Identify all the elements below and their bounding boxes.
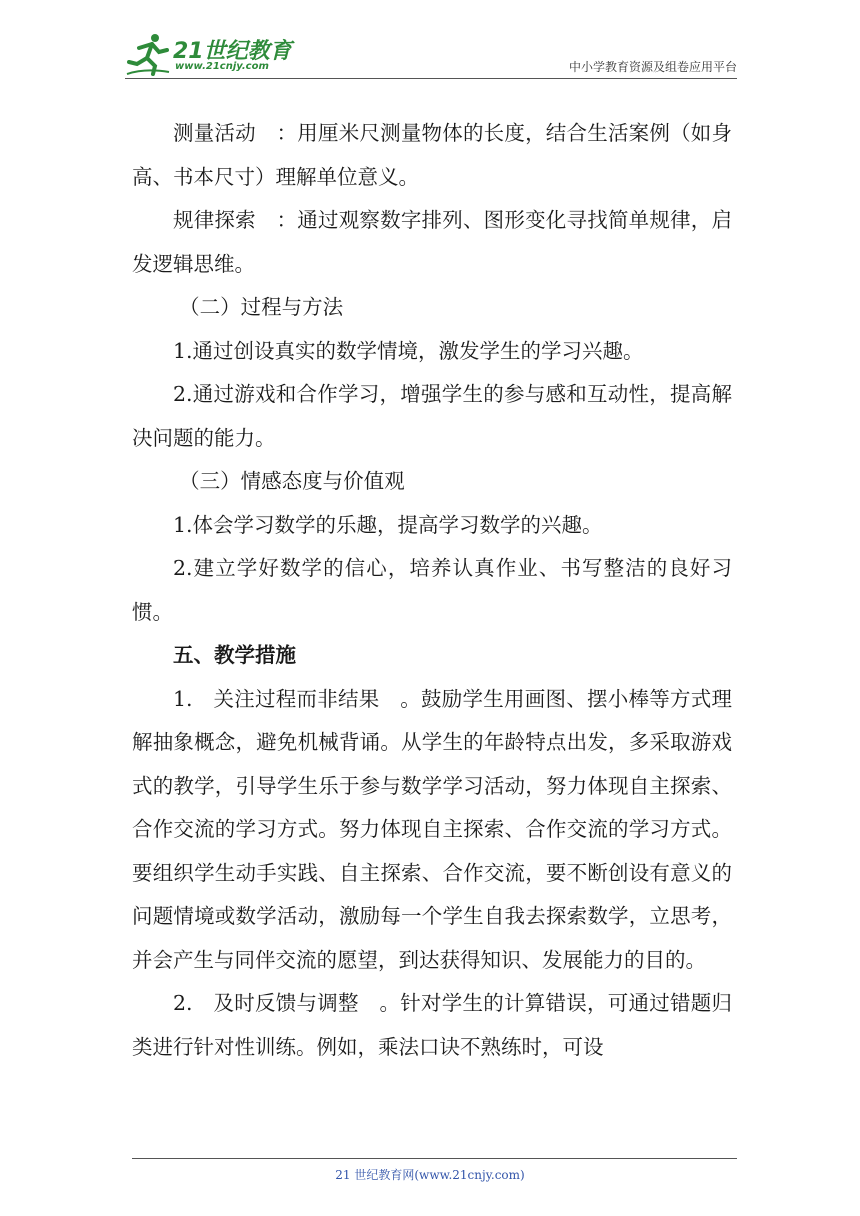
page-header [125, 28, 737, 80]
footer-divider [132, 1158, 737, 1159]
paragraph: 规律探索 ：通过观察数字排列、图形变化寻找简单规律，启发逻辑思维。 [132, 208, 732, 276]
header-tagline: 中小学教育资源及组卷应用平台 [568, 60, 737, 74]
runner-logo-icon [125, 30, 171, 76]
section-heading: 五、教学措施 [173, 643, 296, 667]
paragraph: 2.建立学好数学的信心，培养认真作业、书写整洁的良好习惯。 [132, 556, 732, 624]
header-divider [125, 78, 737, 79]
paragraph: 2.通过游戏和合作学习，增强学生的参与感和互动性，提高解决问题的能力。 [132, 382, 732, 450]
page-footer: 21 世纪教育网(www.21cnjy.com) [335, 1168, 525, 1182]
logo-text: 21世纪教育 [173, 39, 292, 64]
logo [125, 28, 295, 78]
section-subheading: （二）过程与方法 [179, 295, 344, 319]
logo-url: www.21cnjy.com [175, 61, 269, 72]
paragraph: 1. 关注过程而非结果 。鼓励学生用画图、摆小棒等方式理解抽象概念，避免机械背诵。从学生的年龄特点出发，多采取游戏式的教学，引导学生乐于参与数学学习活动，努力体现自主探索、合作交流的学习方式。努力体现自主探索、合作交流的学习方式。要组织学生动手实践、自主探索、合作交流，要不断创设有意义的问题情境或数学活动，激励每一个学生自我去探索数学，立思考，并会产生与同伴交流的愿望，到达获得知识、发展能力的目的。 [132, 686, 732, 972]
paragraph: 1.体会学习数学的乐趣，提高学习数学的兴趣。 [173, 512, 603, 537]
paragraph: 1.通过创设真实的数学情境，激发学生的学习兴趣。 [173, 338, 644, 363]
paragraph: 测量活动 ：用厘米尺测量物体的长度，结合生活案例（如身高、书本尺寸）理解单位意义。 [132, 121, 732, 189]
section-subheading: （三）情感态度与价值观 [179, 469, 405, 493]
document-body [132, 112, 732, 1069]
paragraph: 2. 及时反馈与调整 。针对学生的计算错误，可通过错题归类进行针对性训练。例如，乘法口诀不熟练时，可设 [132, 991, 732, 1059]
